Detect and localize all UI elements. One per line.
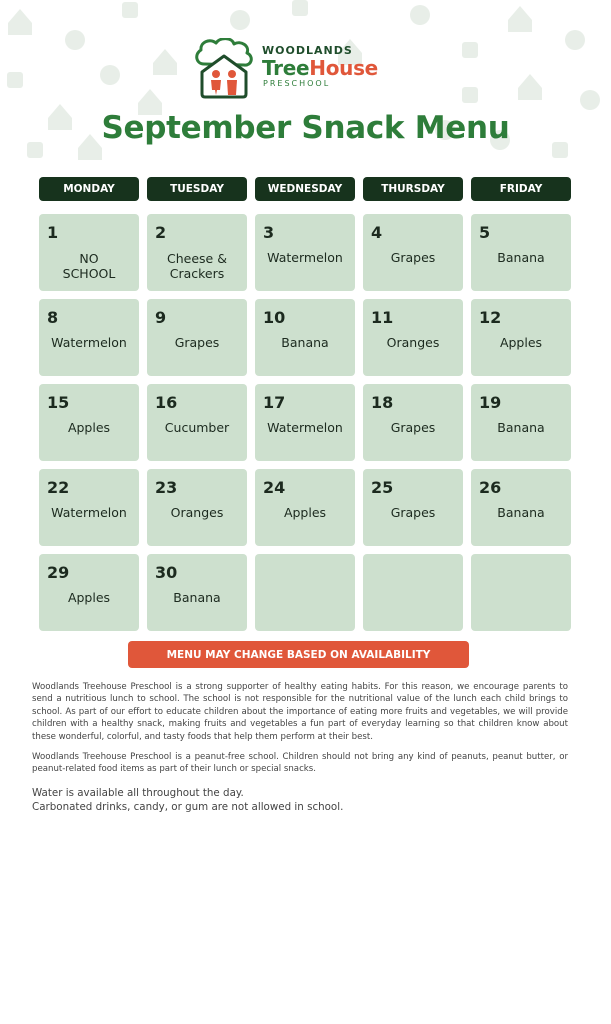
- logo: [192, 38, 422, 100]
- day-header-tuesday: TUESDAY: [147, 177, 247, 201]
- day-cell-16: [147, 384, 247, 461]
- day-number: 19: [479, 393, 502, 412]
- carbonated-note: Carbonated drinks, candy, or gum are not allowed in school.: [32, 800, 344, 813]
- day-number: 5: [479, 223, 491, 242]
- day-number: 11: [371, 308, 394, 327]
- snack-item: Apples: [499, 335, 543, 350]
- day-number: 25: [371, 478, 394, 497]
- day-header-wednesday: WEDNESDAY: [255, 177, 355, 201]
- snack-item: Oranges: [170, 505, 224, 520]
- day-header-thursday: THURSDAY: [363, 177, 463, 201]
- snack-item: Banana: [497, 420, 545, 435]
- doodle-shape: [122, 2, 138, 18]
- day-number: 23: [155, 478, 178, 497]
- snack-item: Banana: [497, 250, 545, 265]
- day-cell-12: [471, 299, 571, 376]
- day-number: 2: [155, 223, 167, 242]
- day-cell-22: [39, 469, 139, 546]
- snack-item: Banana: [173, 590, 221, 605]
- day-cell-24: [255, 469, 355, 546]
- day-number: 29: [47, 563, 70, 582]
- day-cell-29: [39, 554, 139, 631]
- doodle-shape: [580, 90, 600, 110]
- day-cell-1: [39, 214, 139, 291]
- day-cell-4: [363, 214, 463, 291]
- doodle-shape: [230, 10, 250, 30]
- doodle-shape: [65, 30, 85, 50]
- day-header-monday: MONDAY: [39, 177, 139, 201]
- snack-item: Watermelon: [51, 335, 127, 350]
- snack-item: Grapes: [390, 250, 436, 265]
- empty-day-cell: [471, 554, 571, 631]
- snack-item: Grapes: [390, 420, 436, 435]
- doodle-shape: [7, 72, 23, 88]
- empty-day-cell: [363, 554, 463, 631]
- doodle-shape: [100, 65, 120, 85]
- day-number: 18: [371, 393, 394, 412]
- snack-item: Apples: [67, 590, 111, 605]
- day-cell-26: [471, 469, 571, 546]
- snack-item: Banana: [497, 505, 545, 520]
- logo-tree-word: Tree: [262, 56, 310, 80]
- day-number: 12: [479, 308, 502, 327]
- doodle-shape: [462, 42, 478, 58]
- day-number: 30: [155, 563, 178, 582]
- day-number: 8: [47, 308, 59, 327]
- empty-day-cell: [255, 554, 355, 631]
- doodle-shape: [8, 9, 32, 35]
- day-cell-18: [363, 384, 463, 461]
- day-cell-25: [363, 469, 463, 546]
- snack-item: Grapes: [174, 335, 220, 350]
- doodle-shape: [410, 5, 430, 25]
- day-number: 1: [47, 223, 59, 242]
- snack-item: Banana: [281, 335, 329, 350]
- treehouse-logo-icon: [192, 38, 256, 100]
- day-cell-5: [471, 214, 571, 291]
- day-cell-3: [255, 214, 355, 291]
- day-number: 17: [263, 393, 286, 412]
- day-number: 16: [155, 393, 178, 412]
- day-cell-2: [147, 214, 247, 291]
- doodle-shape: [153, 49, 177, 75]
- day-cell-9: [147, 299, 247, 376]
- snack-item: NO SCHOOL: [62, 251, 116, 281]
- snack-item: Cucumber: [164, 420, 230, 435]
- day-number: 24: [263, 478, 286, 497]
- day-cell-17: [255, 384, 355, 461]
- snack-item: Cheese & Crackers: [167, 251, 227, 281]
- snack-item: Watermelon: [267, 420, 343, 435]
- snack-item: Apples: [283, 505, 327, 520]
- snack-item: Oranges: [386, 335, 440, 350]
- doodle-shape: [508, 6, 532, 32]
- logo-preschool: PRESCHOOL: [263, 79, 331, 88]
- day-number: 22: [47, 478, 70, 497]
- day-cell-11: [363, 299, 463, 376]
- day-cell-15: [39, 384, 139, 461]
- day-number: 26: [479, 478, 502, 497]
- page-title: September Snack Menu: [101, 110, 510, 146]
- day-number: 15: [47, 393, 70, 412]
- day-number: 9: [155, 308, 167, 327]
- snack-item: Watermelon: [51, 505, 127, 520]
- day-header-friday: FRIDAY: [471, 177, 571, 201]
- snack-item: Apples: [67, 420, 111, 435]
- doodle-shape: [518, 74, 542, 100]
- doodle-shape: [565, 30, 585, 50]
- day-number: 4: [371, 223, 383, 242]
- logo-treehouse: [262, 57, 378, 79]
- day-number: 10: [263, 308, 286, 327]
- day-cell-10: [255, 299, 355, 376]
- day-cell-23: [147, 469, 247, 546]
- doodle-shape: [462, 87, 478, 103]
- snack-item: Watermelon: [267, 250, 343, 265]
- doodle-shape: [292, 0, 308, 16]
- day-cell-8: [39, 299, 139, 376]
- peanut-free-paragraph: Woodlands Treehouse Preschool is a peanut-free school. Children should not bring any kind of peanuts, peanut butter, or peanut-related food items as part of their lunch or special snacks.: [32, 752, 568, 775]
- healthy-eating-paragraph: Woodlands Treehouse Preschool is a strong supporter of healthy eating habits. For this reason, we encourage parents to send a nutritious lunch to school. The school is not responsible for the nutritional value of the lunch each child brings to school. As part of our effort to educate children about the importance of eating more fruits and vegetables, we will provide children with a healthy snack, making fruits and vegetables a fun part of everyday learning so that children know about these wonderful, colorful, and tasty foods that help them perform at their best.: [32, 682, 568, 742]
- logo-woodlands: WOODLANDS: [262, 44, 353, 57]
- availability-notice: MENU MAY CHANGE BASED ON AVAILABILITY: [128, 641, 469, 668]
- day-number: 3: [263, 223, 275, 242]
- logo-house-word: House: [309, 56, 378, 80]
- water-note: Water is available all throughout the day.: [32, 787, 244, 799]
- snack-item: Grapes: [390, 505, 436, 520]
- drinks-paragraph: [32, 787, 568, 814]
- day-cell-30: [147, 554, 247, 631]
- day-cell-19: [471, 384, 571, 461]
